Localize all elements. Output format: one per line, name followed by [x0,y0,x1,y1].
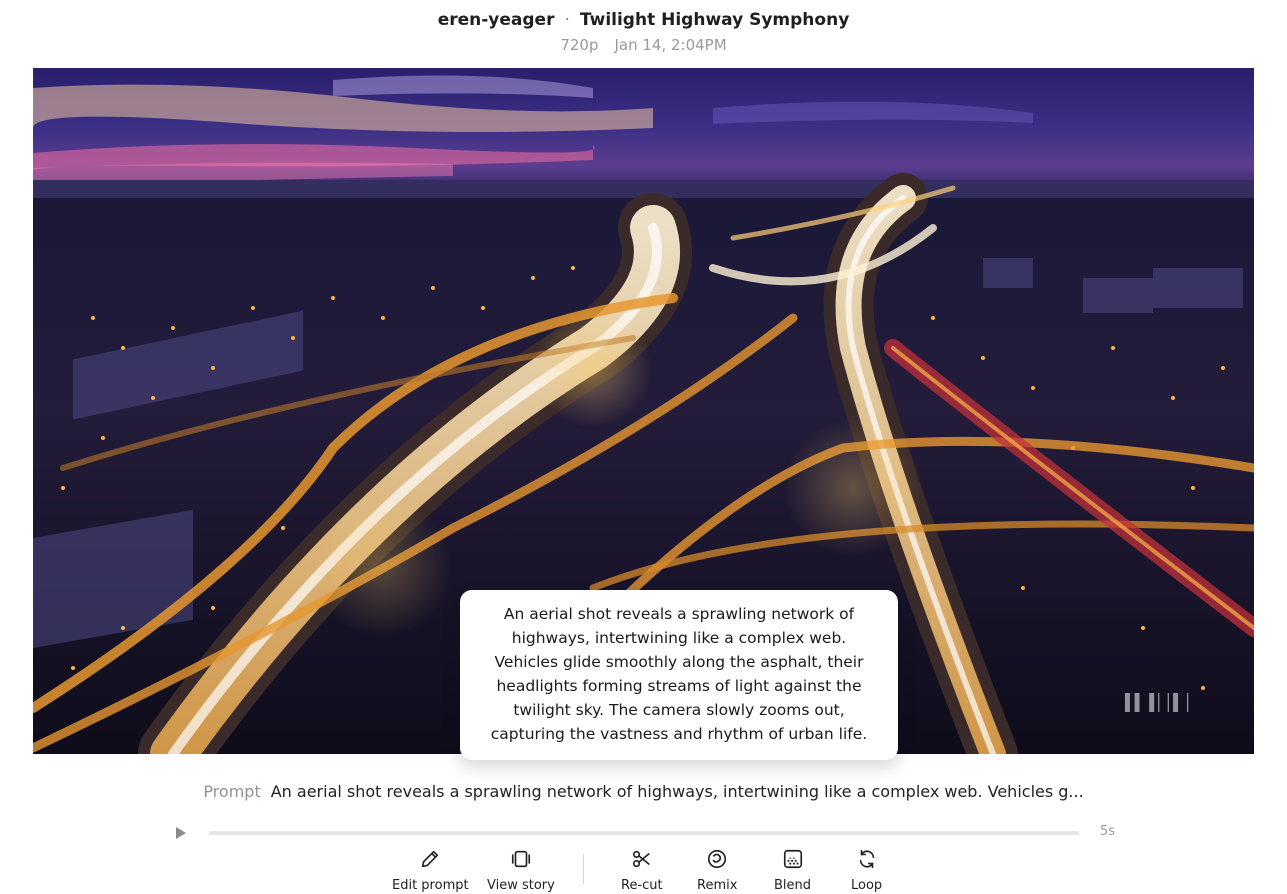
blend-label: Blend [774,878,812,893]
title-line [0,8,1287,32]
remix-label: Remix [697,878,738,893]
view-story-label: View story [487,878,555,893]
video-watermark: ▌▌▐││▌│ [1125,693,1193,712]
title-separator: · [564,10,570,30]
prompt-row[interactable] [0,782,1287,801]
scissors-icon [631,848,653,870]
caption-overlay: An aerial shot reveals a sprawling network of highways, intertwining like a complex web. Vehicles glide smoothly along the asphalt, their headlights forming streams of light against the twilight sky. The camera slowly zooms out, capturing the vastness and rhythm of urban life. [460,590,898,760]
edit-prompt-label: Edit prompt [392,878,469,893]
remix-button[interactable] [697,846,737,893]
loop-icon [856,848,878,870]
duration-label: 5s [1100,824,1116,839]
blend-icon [782,848,804,870]
video-title: Twilight Highway Symphony [579,10,850,30]
progress-track[interactable] [209,831,1079,835]
toolbar-divider [583,854,584,884]
resolution-label: 720p [560,36,599,54]
view-story-button[interactable] [487,846,555,893]
prompt-label: Prompt [203,782,261,801]
timestamp-label: Jan 14, 2:04PM [614,36,727,54]
pencil-icon [419,848,441,870]
re-cut-label: Re-cut [621,878,663,893]
playback-timeline [0,820,1287,846]
action-toolbar [0,846,1287,894]
re-cut-button[interactable] [621,846,663,893]
story-frames-icon [509,848,533,870]
meta-line [0,33,1287,57]
video-header [0,8,1287,57]
loop-label: Loop [851,878,883,893]
loop-button[interactable] [851,846,882,893]
remix-icon [706,848,728,870]
play-icon [174,825,188,841]
blend-button[interactable] [774,846,811,893]
prompt-text: An aerial shot reveals a sprawling network of highways, intertwining like a complex web. Vehicles g... [270,782,1084,801]
author-name[interactable]: eren-yeager [437,10,555,30]
play-button[interactable] [174,825,188,841]
edit-prompt-button[interactable] [392,846,469,893]
